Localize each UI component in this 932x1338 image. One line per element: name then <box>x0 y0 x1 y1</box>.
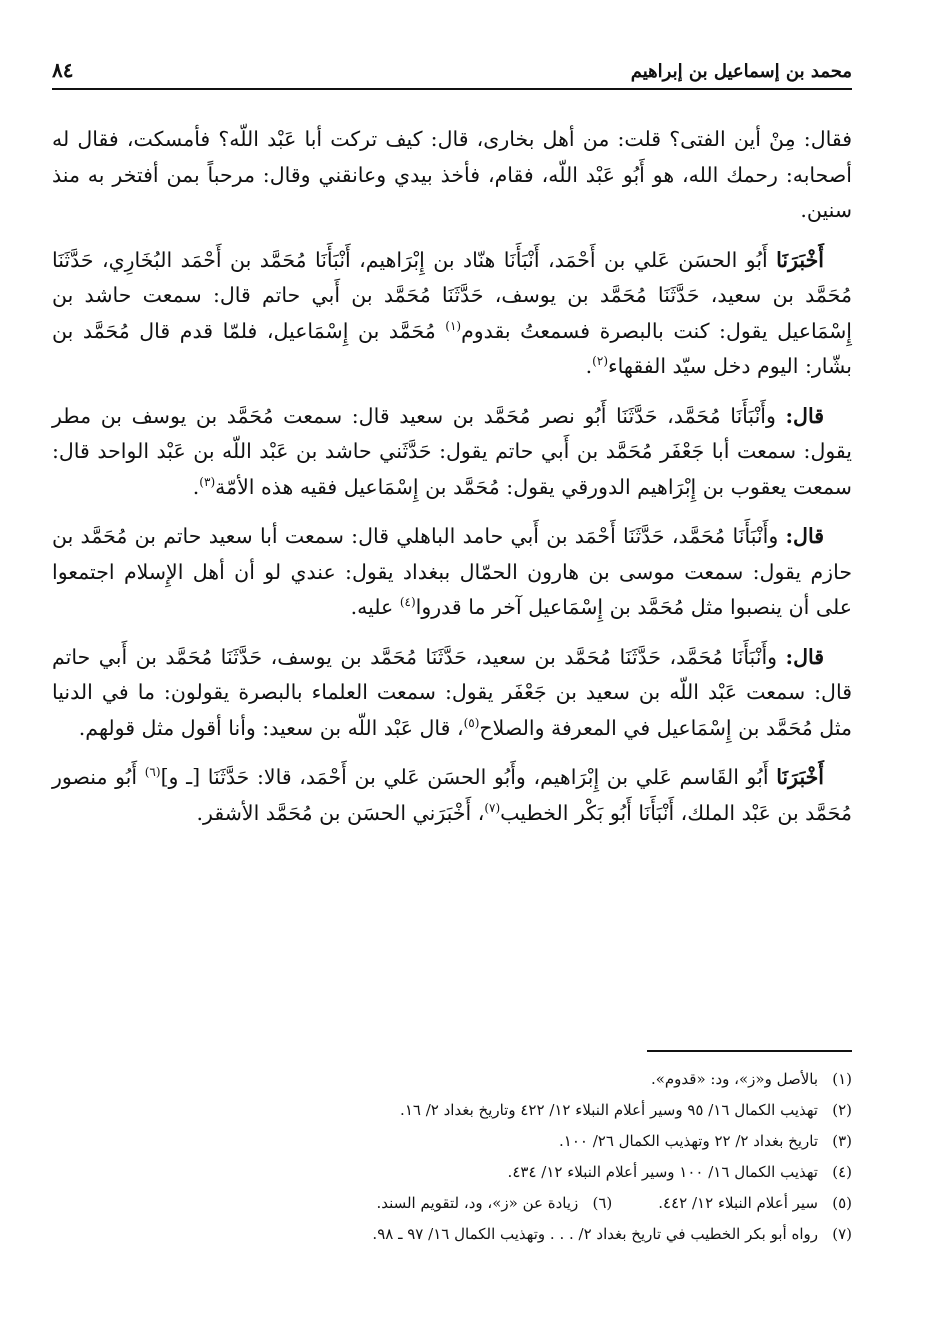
footnote-number: (٥) <box>832 1194 852 1212</box>
running-title: محمد بن إسماعيل بن إبراهيم <box>630 61 852 82</box>
footnote-number: (٤) <box>832 1163 852 1181</box>
paragraph-text: عليه. <box>350 595 400 619</box>
footnote-ref: (٥) <box>463 715 480 730</box>
footnote-separator <box>647 1050 852 1052</box>
footnote-text: بالأصل و«ز»، ود: «قدوم». <box>650 1070 818 1088</box>
paragraph-lead: أَخْبَرَنَا <box>776 765 825 789</box>
paragraph-text: أَبُو القَاسم عَلي بن إِبْرَاهيم، وأَبُو الحسَن عَلي بن أَحْمَد، قالا: حَدَّثَنَا [ـ و] <box>160 765 777 789</box>
footnote-ref: (٦) <box>144 765 161 780</box>
paragraph-text: ، أَخْبَرَني الحسَن بن مُحَمَّد الأشقر. <box>196 800 485 825</box>
paragraph <box>52 640 852 747</box>
footnote-number: (٧) <box>832 1225 852 1243</box>
footnote-ref: (١) <box>445 318 462 333</box>
paragraph <box>52 122 852 229</box>
footnote-ref: (٧) <box>484 800 501 815</box>
paragraph <box>52 243 852 385</box>
footnote-number: (٢) <box>832 1101 852 1119</box>
paragraph-text: ، قال عَبْد اللّه بن سعيد: وأنا أقول مثل قولهم. <box>78 715 464 740</box>
footnote-ref: (٣) <box>199 474 216 489</box>
paragraph-text: . <box>192 474 200 499</box>
paragraph-text: أَبُو منصور مُحَمَّد بن عَبْد الملك، أَنْبَأَنَا أَبُو بَكْر الخطيب <box>52 765 852 825</box>
paragraph-text: وأَنْبَأَنَا مُحَمَّد، حَدَّثَنَا مُحَمَّد بن سعيد، حَدَّثَنَا مُحَمَّد بن يوسف، حَدَّثَنَا مُحَمَّد بن أَبي حاتم قال: سمعت عَبْد اللّه بن سعيد بن جَعْفَر يقول: سمعت العلماء بالبصرة يقولون: ما في الدنيا مثل مُحَمَّد بن إِسْمَاعيل في المعرفة والصلاح <box>52 644 852 740</box>
footnote-text: رواه أبو بكر الخطيب في تاريخ بغداد ٢/ . . . وتهذيب الكمال ١٦/ ٩٧ ـ ٩٨. <box>372 1225 818 1243</box>
footnote-text: زيادة عن «ز»، ود، لتقويم السند. <box>376 1194 579 1212</box>
footnote-text: تهذيب الكمال ١٦/ ١٠٠ وسير أعلام النبلاء ١٢/ ٤٣٤. <box>507 1163 818 1181</box>
footnote-text: تهذيب الكمال ١٦/ ٩٥ وسير أعلام النبلاء ١٢/ ٤٢٢ وتاريخ بغداد ٢/ ١٦. <box>400 1101 818 1119</box>
paragraph-text: . <box>585 354 593 378</box>
paragraph-text: مُحَمَّد بن إِسْمَاعيل، فلمّا قدم قال مُحَمَّد بن بشّار: اليوم دخل سيّد الفقهاء <box>52 318 852 378</box>
paragraph-lead: قال: <box>785 644 825 669</box>
paragraph-text: وأَنْبَأَنَا مُحَمَّد، حَدَّثَنَا أَحْمَد بن أَبي حامد الباهلي قال: سمعت أبا سعيد حاتم بن مُحَمَّد بن حازم يقول: سمعت موسى بن هارون الحمّال ببغداد يقول: عندي لو أن أهل الإِسلام اجتمعوا على أن ينصبوا مثل مُحَمَّد بن إِسْمَاعيل آخر ما قدروا <box>52 524 852 619</box>
footnote <box>52 1064 852 1095</box>
footnote-number: (٣) <box>832 1132 852 1150</box>
paragraph-lead: أَخْبَرَنَا <box>776 247 824 272</box>
main-text <box>52 122 852 845</box>
paragraph-lead: قال: <box>785 403 824 428</box>
paragraph-lead: قال: <box>785 524 824 548</box>
footnote-number: (١) <box>832 1070 852 1088</box>
paragraph-text: وأَنْبَأَنَا مُحَمَّد، حَدَّثَنَا أَبُو نصر مُحَمَّد بن سعيد قال: سمعت مُحَمَّد بن يوسف بن مطر يقول: سمعت أبا جَعْفَر مُحَمَّد بن أَبي حاتم يقول: حَدَّثَني حاشد بن عَبْد اللّه بن عَبْد الواحد قال: سمعت يعقوب بن إِبْرَاهيم الدورقي يقول: مُحَمَّد بن إِسْمَاعيل فقيه هذه الأمّة <box>52 403 852 499</box>
footnote <box>52 1095 852 1126</box>
footnote <box>52 1126 852 1157</box>
paragraph-text: فقال: مِنْ أين الفتى؟ قلت: من أهل بخارى، قال: كيف تركت أبا عَبْد اللّه؟ فأمسكت، فقال له أصحابه: رحمك الله، هو أَبُو عَبْد اللّه، فقام، فأخذ بيدي وعانقني وقال: مرحباً بمن أفتخر به منذ سنين. <box>52 127 852 222</box>
paragraph <box>52 399 852 506</box>
page-header <box>52 52 852 90</box>
footnotes <box>52 1064 852 1250</box>
footnote <box>52 1157 852 1188</box>
page-number: ٨٤ <box>52 58 74 82</box>
footnote <box>52 1219 852 1250</box>
footnote-ref: (٢) <box>592 354 608 369</box>
paragraph <box>52 760 852 831</box>
footnote-ref: (٤) <box>399 595 416 610</box>
paragraph-text: أَبُو الحسَن عَلي بن أَحْمَد، أَنْبَأَنَا هنّاد بن إِبْرَاهيم، أَنْبَأَنَا مُحَمَّد بن أَحْمَد البُخَارِي، حَدَّثَنَا مُحَمَّد بن سعيد، حَدَّثَنَا مُحَمَّد بن يوسف، حَدَّثَنَا مُحَمَّد بن أَبي حاتم قال: سمعت حاشد بن إِسْمَاعيل يقول: كنت بالبصرة فسمعتُ بقدوم <box>52 247 853 343</box>
paragraph <box>52 519 852 626</box>
footnote <box>52 1188 852 1219</box>
footnote-number: (٦) <box>592 1194 613 1212</box>
footnote-text: سير أعلام النبلاء ١٢/ ٤٤٢. <box>658 1194 818 1212</box>
footnote-text: تاريخ بغداد ٢/ ٢٢ وتهذيب الكمال ٢٦/ ١٠٠. <box>558 1132 818 1150</box>
